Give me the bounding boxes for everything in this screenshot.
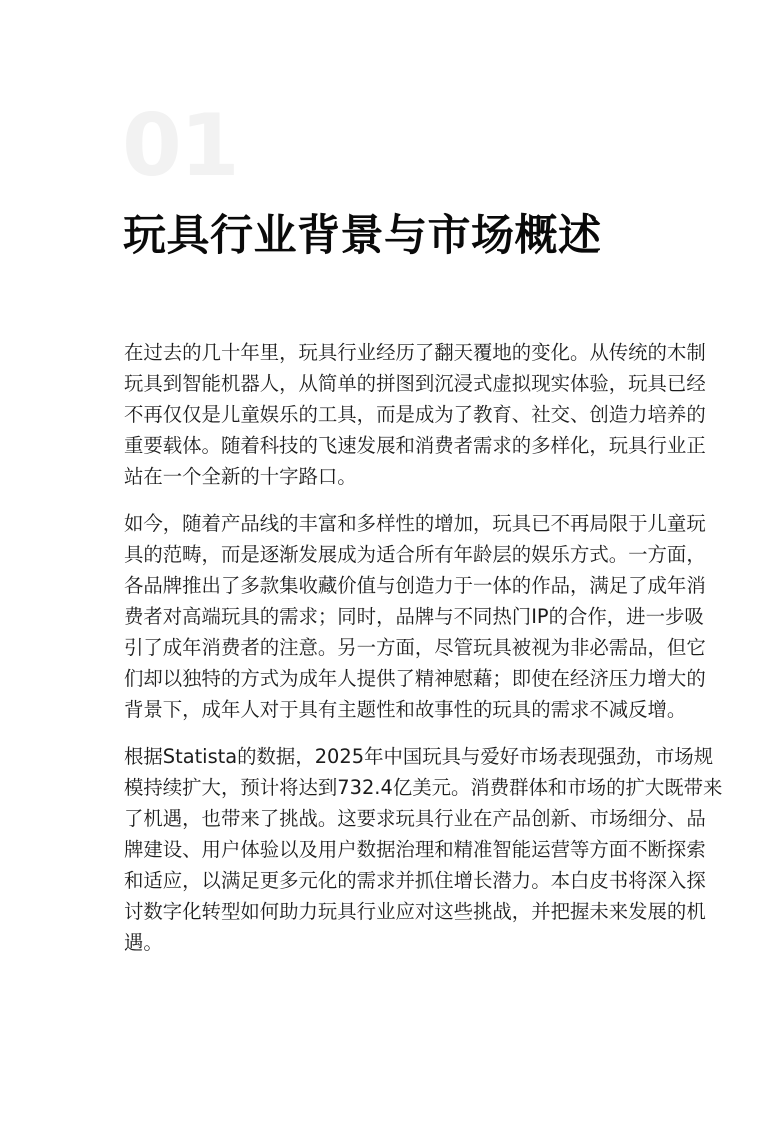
text-line: 和适应，以满足更多元化的需求并抓住增长潜力。本白皮书将深入探 [124, 869, 706, 892]
page-title: 玩具行业背景与市场概述 [123, 211, 602, 261]
paragraph-adult-market [124, 508, 706, 725]
text-line: 如今，随着产品线的丰富和多样性的增加，玩具已不再局限于儿童玩 [124, 512, 706, 535]
text-line: 牌建设、用户体验以及用户数据治理和精准智能运营等方面不断探索 [124, 838, 706, 861]
text-line: 模持续扩大，预计将达到732.4亿美元。消费群体和市场的扩大既带来 [124, 776, 723, 799]
text-line: 在过去的几十年里，玩具行业经历了翻天覆地的变化。从传统的木制 [124, 341, 706, 364]
body-text [124, 337, 723, 974]
text-line: 讨数字化转型如何助力玩具行业应对这些挑战，并把握未来发展的机 [124, 900, 706, 923]
paragraph-intro [124, 337, 706, 492]
text-line: 站在一个全新的十字路口。 [124, 465, 357, 488]
text-line: 玩具到智能机器人，从简单的拼图到沉浸式虚拟现实体验，玩具已经 [124, 372, 706, 395]
text-line: 重要载体。随着科技的飞速发展和消费者需求的多样化，玩具行业正 [124, 434, 706, 457]
text-line: 背景下，成年人对于具有主题性和故事性的玩具的需求不减反增。 [124, 698, 687, 721]
paragraph-market-size [124, 741, 723, 958]
text-line: 遇。 [124, 931, 163, 954]
text-line: 引了成年消费者的注意。另一方面，尽管玩具被视为非必需品，但它 [124, 636, 706, 659]
text-line: 们却以独特的方式为成年人提供了精神慰藉；即使在经济压力增大的 [124, 667, 706, 690]
text-line: 各品牌推出了多款集收藏价值与创造力于一体的作品，满足了成年消 [124, 574, 706, 597]
section-number: 01 [122, 96, 238, 196]
text-line: 具的范畴，而是逐渐发展成为适合所有年龄层的娱乐方式。一方面， [124, 543, 706, 566]
text-line: 费者对高端玩具的需求；同时，品牌与不同热门IP的合作，进一步吸 [124, 605, 704, 628]
text-line: 根据Statista的数据，2025年中国玩具与爱好市场表现强劲，市场规 [124, 745, 714, 768]
text-line: 不再仅仅是儿童娱乐的工具，而是成为了教育、社交、创造力培养的 [124, 403, 706, 426]
text-line: 了机遇，也带来了挑战。这要求玩具行业在产品创新、市场细分、品 [124, 807, 706, 830]
